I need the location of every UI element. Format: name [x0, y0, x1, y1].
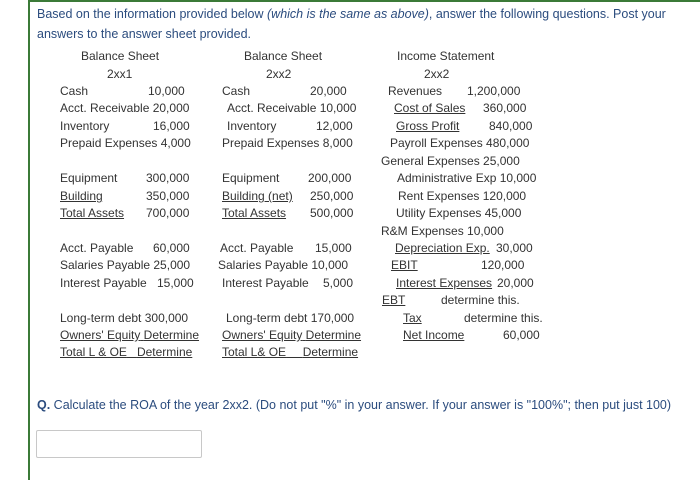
is-title: Income Statement	[397, 49, 495, 63]
bs1-interest-value: 15,000	[157, 276, 194, 290]
bs1-long-term-debt: Long-term debt 300,000	[60, 311, 189, 325]
bs2-cash-label: Cash	[222, 84, 251, 98]
bs1-equipment-value: 300,000	[146, 171, 190, 185]
is-rm: R&M Expenses 10,000	[381, 224, 504, 238]
bs1-receivable: Acct. Receivable 20,000	[60, 101, 190, 115]
bs1-year: 2xx1	[107, 67, 133, 81]
bs1-owners-equity: Owners' Equity Determine	[60, 328, 200, 342]
bs2-long-term-debt: Long-term debt 170,000	[226, 311, 355, 325]
bs2-equipment-value: 200,000	[308, 171, 352, 185]
bs2-cash-value: 20,000	[310, 84, 347, 98]
question-text: Q. Calculate the ROA of the year 2xx2. (Do not put "%" in your answer. If your answer is "100%"; then put just 100)	[37, 398, 672, 412]
is-ebit-row: EBIT 120,000	[391, 258, 525, 272]
bs2-title: Balance Sheet	[244, 49, 323, 63]
bs2-equipment-label: Equipment	[222, 171, 280, 185]
is-payroll: Payroll Expenses 480,000	[390, 136, 530, 150]
bs1-total-assets-row: Total Assets 700,000	[60, 206, 190, 220]
is-gross-profit-row: Gross Profit 840,000	[396, 119, 533, 133]
answer-input[interactable]	[36, 430, 202, 458]
bs1-payable-label: Acct. Payable	[60, 241, 134, 255]
bs1-title: Balance Sheet	[81, 49, 160, 63]
bs2-interest-label: Interest Payable	[222, 276, 309, 290]
is-depreciation-row: Depreciation Exp. 30,000	[395, 241, 533, 255]
top-border	[28, 0, 700, 2]
is-ebt-row: EBT determine this.	[382, 293, 520, 307]
is-net-income-row: Net Income 60,000	[403, 328, 540, 342]
is-interest-row: Interest Expenses 20,000	[396, 276, 534, 290]
is-revenues-label: Revenues	[388, 84, 443, 98]
bs1-interest-label: Interest Payable	[60, 276, 147, 290]
bs1-inventory-label: Inventory	[60, 119, 110, 133]
intro-text: Based on the information provided below (which is the same as above), answer the following questions. Post your answers to the answer sheet provided.	[37, 7, 666, 41]
is-rent: Rent Expenses 120,000	[398, 189, 527, 203]
bs1-building-row: Building 350,000	[60, 189, 190, 203]
bs1-prepaid: Prepaid Expenses 4,000	[60, 136, 191, 150]
bs2-year: 2xx2	[266, 67, 292, 81]
bs2-interest-value: 5,000	[323, 276, 354, 290]
bs2-salaries: Salaries Payable 10,000	[218, 258, 349, 272]
bs1-salaries: Salaries Payable 25,000	[60, 258, 191, 272]
bs2-inventory-label: Inventory	[227, 119, 277, 133]
bs2-total-l-oe: Total L& OE Determine	[222, 345, 359, 359]
is-administrative: Administrative Exp 10,000	[397, 171, 537, 185]
bs2-owners-equity: Owners' Equity Determine	[222, 328, 362, 342]
bs2-prepaid: Prepaid Expenses 8,000	[222, 136, 353, 150]
bs1-total-l-oe: Total L & OE Determine	[60, 345, 193, 359]
bs2-receivable: Acct. Receivable 10,000	[227, 101, 357, 115]
bs1-payable-value: 60,000	[153, 241, 190, 255]
is-revenues-value: 1,200,000	[467, 84, 521, 98]
is-year: 2xx2	[424, 67, 450, 81]
bs1-inventory-value: 16,000	[153, 119, 190, 133]
is-utility: Utility Expenses 45,000	[396, 206, 522, 220]
bs2-payable-label: Acct. Payable	[220, 241, 294, 255]
bs1-cash-value: 10,000	[148, 84, 185, 98]
is-cost-of-sales-row: Cost of Sales 360,000	[394, 101, 527, 115]
bs2-total-assets-row: Total Assets 500,000	[222, 206, 354, 220]
left-border	[28, 0, 30, 480]
bs1-equipment-label: Equipment	[60, 171, 118, 185]
is-tax-row: Tax determine this.	[403, 311, 543, 325]
bs1-cash-label: Cash	[60, 84, 89, 98]
is-general: General Expenses 25,000	[381, 154, 520, 168]
bs2-inventory-value: 12,000	[316, 119, 353, 133]
bs2-payable-value: 15,000	[315, 241, 352, 255]
bs2-building-row: Building (net) 250,000	[222, 189, 354, 203]
